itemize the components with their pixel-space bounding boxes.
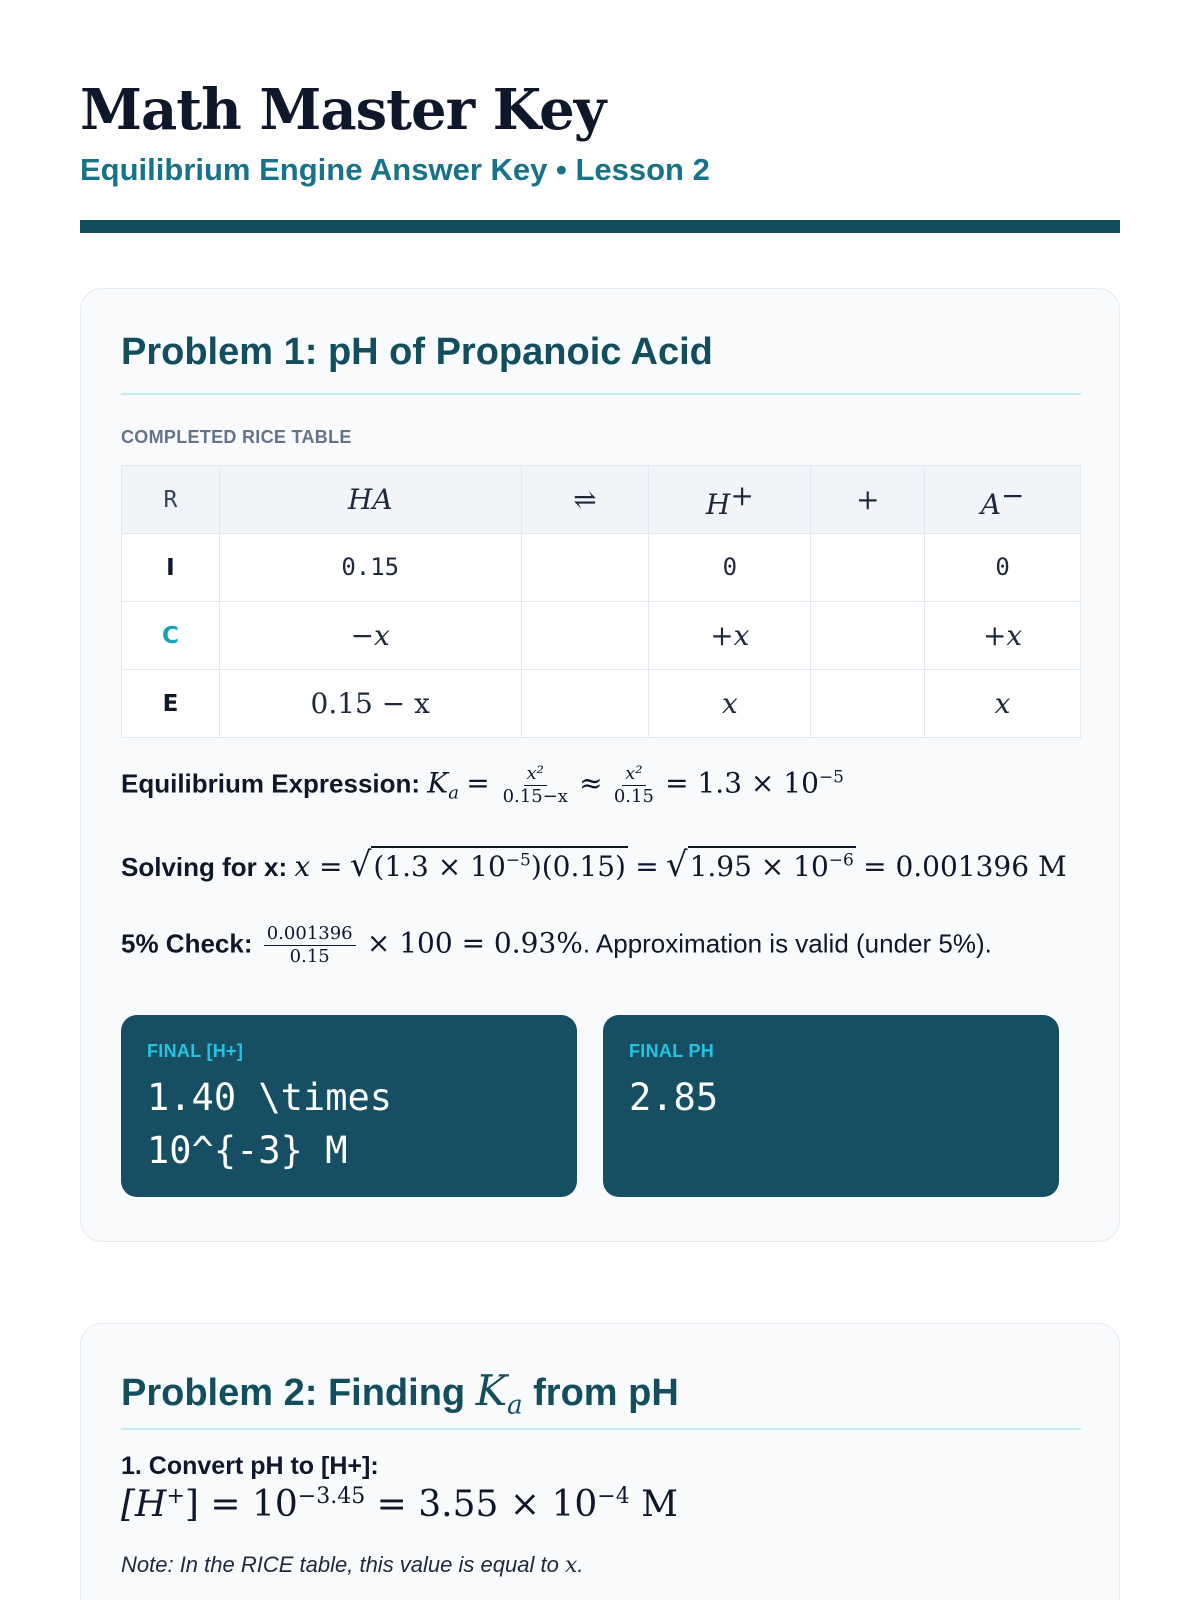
rice-cell-empty xyxy=(521,534,649,602)
rice-row-equilibrium xyxy=(122,670,1081,738)
fraction-x2-over-015-minus-x xyxy=(503,765,568,806)
equals-symbol: = xyxy=(635,850,659,883)
rice-row-label: E xyxy=(122,670,220,738)
problem-1-title-underline xyxy=(121,393,1081,395)
rice-row-label: I xyxy=(122,534,220,602)
rice-table xyxy=(121,465,1081,738)
problem-2-title-k: K xyxy=(475,1366,508,1415)
rice-row-change xyxy=(122,602,1081,670)
final-ph-value: 2.85 xyxy=(629,1076,719,1119)
fraction-numerator: x² xyxy=(524,765,547,786)
rice-header-plus-text: + xyxy=(855,483,880,516)
equilibrium-arrow-icon: ⇌ xyxy=(573,483,597,516)
problem-2-title-subscript: a xyxy=(507,1390,523,1421)
square-root-icon: √ xyxy=(665,845,688,885)
final-ph-box xyxy=(603,1015,1059,1197)
rice-cell-ha xyxy=(219,602,521,670)
step-1-exponent: −3.45 xyxy=(297,1484,366,1509)
equilibrium-expression-label: Equilibrium Expression: xyxy=(121,768,421,799)
rice-header-equilibrium-arrow xyxy=(521,466,649,534)
sqrt-term-1 xyxy=(371,846,628,883)
rice-header-h-text: H xyxy=(705,487,731,521)
rice-cell-empty xyxy=(521,670,649,738)
fraction-numerator: x² xyxy=(622,765,645,786)
page-header xyxy=(80,77,1120,188)
five-percent-check xyxy=(121,925,992,966)
sqrt-term-2 xyxy=(688,846,856,883)
sqrt-term-1-exponent: −5 xyxy=(505,850,531,871)
step-1-lhs-sup: + xyxy=(166,1484,185,1509)
rice-header-a-text: A xyxy=(980,487,1001,521)
five-percent-check-label: 5% Check: xyxy=(121,928,253,959)
rice-cell-a xyxy=(925,534,1081,602)
check-expression: × 100 = 0.93% xyxy=(366,926,583,960)
problem-2-card xyxy=(80,1323,1120,1600)
rice-header-a-minus xyxy=(925,466,1081,534)
fraction-denominator: 0.15−x xyxy=(502,786,568,807)
rice-cell-h xyxy=(649,534,811,602)
rice-row-initial xyxy=(122,534,1081,602)
problem-2-title-suffix: from pH xyxy=(533,1372,679,1414)
sqrt-term-2-base: 1.95 × 10 xyxy=(689,850,829,883)
solving-label: Solving for x: xyxy=(121,852,288,882)
rice-cell-ha-value: 0.15 xyxy=(341,553,400,581)
sqrt-term-1-base: (1.3 × 10 xyxy=(373,850,506,883)
header-divider xyxy=(80,220,1120,233)
rice-cell-empty xyxy=(521,602,649,670)
problem-2-title xyxy=(121,1366,679,1421)
x-result: = 0.001396 M xyxy=(863,850,1067,883)
rice-cell-a-value: +x xyxy=(982,619,1023,652)
step-1-rhs-exponent: −4 xyxy=(597,1484,630,1509)
check-fraction xyxy=(264,925,356,966)
rice-cell-a xyxy=(925,602,1081,670)
rice-cell-ha xyxy=(219,670,521,738)
rice-header-a-sup: − xyxy=(1000,478,1025,512)
rice-header-h-plus xyxy=(649,466,811,534)
final-ph-label: FINAL PH xyxy=(629,1041,715,1061)
fraction-numerator: 0.001396 xyxy=(264,925,356,946)
rice-cell-h xyxy=(649,602,811,670)
page-title: Math Master Key xyxy=(80,77,606,143)
fraction-denominator: 0.15 xyxy=(613,786,654,807)
rice-cell-h-value: +x xyxy=(710,619,750,652)
rice-table-label: COMPLETED RICE TABLE xyxy=(121,427,352,447)
approx-symbol: ≈ xyxy=(579,766,603,800)
step-1-mid: ] = 10 xyxy=(184,1484,298,1525)
step-1-equation xyxy=(121,1484,678,1525)
step-1-unit: M xyxy=(629,1484,679,1525)
final-h-plus-value: 1.40 \times 10^{-3} M xyxy=(147,1076,393,1172)
rice-cell-h xyxy=(649,670,811,738)
page-subtitle: Equilibrium Engine Answer Key • Lesson 2 xyxy=(80,151,710,187)
rice-cell-h-value: 0 xyxy=(722,553,738,581)
rice-header-r: R xyxy=(122,466,220,534)
rice-header-ha-text: HA xyxy=(347,483,393,516)
rice-cell-ha-value: −x xyxy=(350,619,390,652)
sqrt-term-1-tail: )(0.15) xyxy=(530,850,626,883)
step-1-note xyxy=(121,1552,583,1578)
rice-cell-a-value: x xyxy=(994,687,1011,720)
ka-value: = 1.3 × 10 xyxy=(665,766,819,800)
rice-cell-ha xyxy=(219,534,521,602)
final-h-plus-label: FINAL [H+] xyxy=(147,1041,244,1061)
problem-2-title-prefix: Problem 2: Finding xyxy=(121,1372,466,1414)
rice-header-row xyxy=(122,466,1081,534)
rice-cell-empty xyxy=(811,534,925,602)
rice-row-label: C xyxy=(122,602,220,670)
square-root-icon: √ xyxy=(349,845,372,885)
step-1-rhs: = 3.55 × 10 xyxy=(365,1484,598,1525)
equilibrium-expression: Equilibrium Expression: $K_a$ = $\frac{\text{x²}}{0.15-x}$ ≈ $\frac{\text{x²}}{0.15}$ = $1.3 \times 10^{-5}$ xyxy=(121,763,844,807)
step-1-label: 1. Convert pH to [H+]: xyxy=(121,1452,379,1480)
check-conclusion: . Approximation is valid (under 5%). xyxy=(582,928,992,959)
problem-2-title-underline xyxy=(121,1428,1081,1430)
solving-for-x xyxy=(121,845,1067,885)
ka-exponent: −5 xyxy=(818,767,844,788)
fraction-denominator: 0.15 xyxy=(289,946,330,967)
note-variable: x xyxy=(564,1553,578,1578)
rice-cell-empty xyxy=(811,670,925,738)
step-1-lhs: [H xyxy=(121,1484,167,1525)
x-equals: x = xyxy=(294,850,343,883)
rice-cell-h-value: x xyxy=(721,687,738,720)
note-suffix: . xyxy=(577,1552,584,1577)
problem-1-title: Problem 1: pH of Propanoic Acid xyxy=(121,331,713,373)
rice-header-h-sup: + xyxy=(730,478,754,512)
sqrt-term-2-exponent: −6 xyxy=(828,850,854,871)
problem-1-card xyxy=(80,288,1120,1242)
note-prefix: Note: In the RICE table, this value is equal to xyxy=(121,1552,559,1577)
ka-subscript: a xyxy=(448,782,459,804)
ka-symbol: K xyxy=(427,766,449,800)
rice-cell-ha-value: 0.15 − x xyxy=(310,687,430,720)
rice-cell-a-value: 0 xyxy=(995,553,1010,581)
rice-cell-a xyxy=(925,670,1081,738)
final-h-plus-box xyxy=(121,1015,577,1197)
fraction-x2-over-015 xyxy=(614,765,654,806)
rice-header-plus xyxy=(811,466,925,534)
rice-cell-empty xyxy=(811,602,925,670)
rice-header-ha xyxy=(219,466,521,534)
